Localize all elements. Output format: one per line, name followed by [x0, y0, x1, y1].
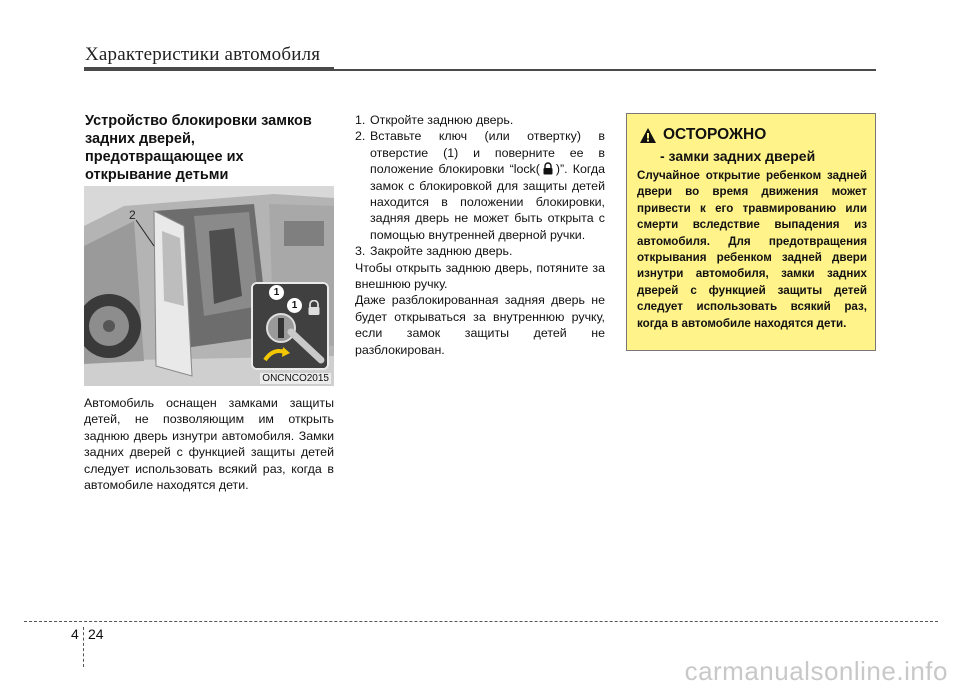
warning-triangle-icon	[639, 127, 657, 144]
footer-divider	[83, 627, 84, 667]
step-item	[355, 128, 605, 243]
step-number: 3.	[355, 244, 366, 259]
footer-page-number: 24	[88, 626, 104, 642]
step-text-before: Вставьте ключ (или отвертку) в отверстие (1) и поверните ее в положение блокировки “lock(	[370, 129, 605, 177]
section-heading-line: предотвращающее их	[85, 149, 244, 165]
page-header-title: Характеристики автомобиля	[85, 44, 321, 65]
padlock-icon	[307, 300, 321, 316]
step-number: 2.	[355, 129, 366, 144]
step-text-after: )”. Когда замок с блокировкой для защиты детей находится в положении блокировки, задняя дверь не может быть открыта с помощью внутренней дверной ручки.	[370, 162, 605, 242]
step-text	[370, 128, 605, 243]
header-rule-thick	[84, 67, 334, 71]
callout-1-badge: 1	[287, 298, 302, 313]
footer-dashed-rule	[24, 621, 938, 622]
step-number: 1.	[355, 113, 366, 127]
step-text: Закройте заднюю дверь.	[370, 244, 513, 259]
body-paragraph: Даже разблокированная задняя дверь не будет открываться за внутреннюю ручку, если замок защиты детей не разблокирован.	[355, 293, 605, 357]
header-rule-thin	[334, 69, 876, 71]
figure-child-lock	[84, 186, 334, 386]
step-item	[355, 112, 605, 128]
instructions-column	[355, 112, 605, 358]
turn-arrow	[263, 346, 291, 364]
section-heading-line: открывание детьми	[85, 167, 229, 183]
callout-1-badge: 1	[269, 285, 284, 300]
watermark: carmanualsonline.info	[684, 656, 948, 686]
section-heading-line: задних дверей,	[85, 131, 195, 147]
child-lock-inset	[251, 282, 329, 370]
left-body-text	[84, 395, 334, 493]
footer-chapter-number: 4	[71, 626, 79, 642]
warning-header	[639, 126, 766, 144]
figure-code: ONCNCO2015	[262, 373, 329, 384]
section-heading	[85, 112, 335, 184]
section-heading-line: Устройство блокировки замков	[85, 113, 312, 129]
lock-icon	[542, 162, 554, 175]
body-paragraph: Чтобы открыть заднюю дверь, потяните за внешнюю ручку.	[355, 260, 605, 292]
step-text: Откройте заднюю дверь.	[370, 113, 514, 127]
body-paragraph: Автомобиль оснащен замками защиты детей, не позволяющим им открыть заднюю дверь изнутри автомобиля. Замки задних дверей с функцией защиты детей следует использовать всякий раз, когда в автомобиле находятся дети.	[84, 396, 334, 493]
callout-2: 2	[129, 208, 136, 222]
warning-title: ОСТОРОЖНО	[663, 126, 767, 143]
warning-body: Случайное открытие ребенком задней двери во время движения может привести к его травмированию или смерти вследствие выпадения из автомобиля. Для предотвращения открывания ребенком задней двери изнутри автомобиля, замки задних дверей с функцией защиты детей следует использовать всякий раз, когда в автомобиле находятся дети.	[637, 169, 867, 330]
warning-subtitle: - замки задних дверей	[660, 148, 816, 164]
step-item	[355, 243, 605, 259]
warning-box	[626, 113, 876, 351]
